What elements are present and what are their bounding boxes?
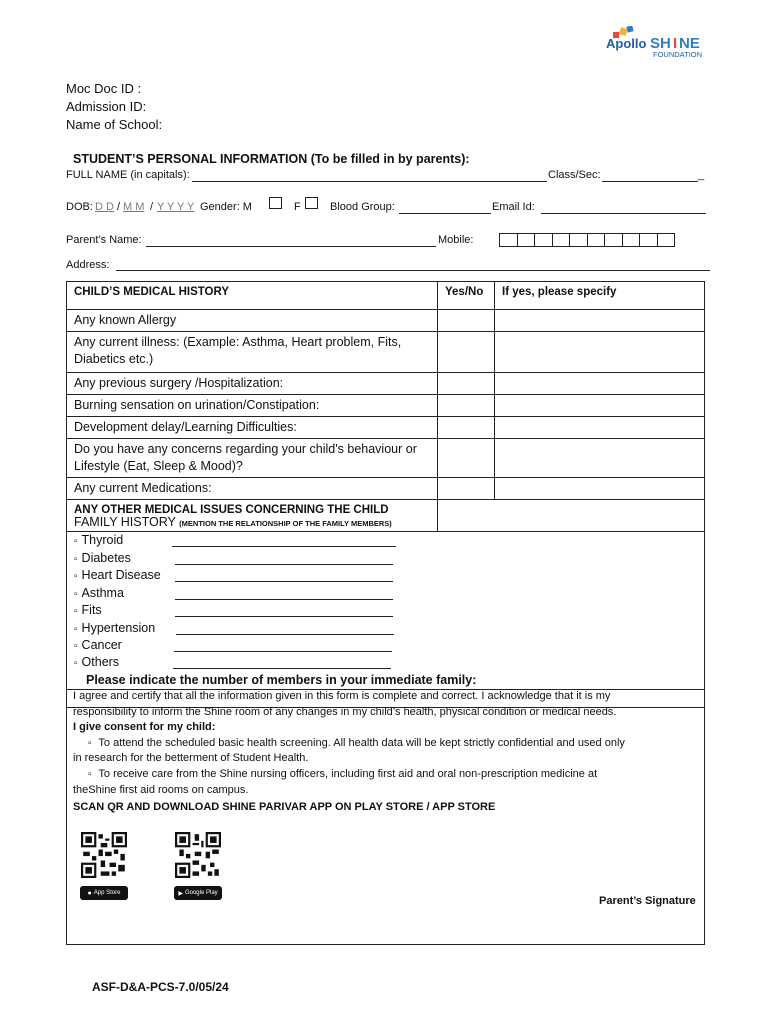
others-line[interactable] — [173, 668, 391, 669]
gender-f-label: F — [294, 201, 301, 213]
play-icon: ▶ — [178, 890, 183, 897]
class-sec-tail: _ — [698, 169, 705, 181]
google-play-badge[interactable]: ▶ Google Play — [174, 886, 222, 900]
mobile-digit-boxes[interactable] — [499, 233, 675, 247]
svg-text:I: I — [673, 35, 678, 52]
admission-id-label: Admission ID: — [66, 99, 147, 114]
family-item-heart-disease[interactable]: ▫ Heart Disease — [74, 568, 161, 582]
consent-screening-cont: in research for the betterment of Student Health. — [73, 752, 309, 764]
full-name-field[interactable] — [192, 181, 547, 182]
blood-group-field[interactable] — [399, 213, 491, 214]
table-row: Development delay/Learning Difficulties: — [67, 417, 705, 439]
medical-history-table — [66, 281, 705, 945]
consent-care[interactable]: ▫ To receive care from the Shine nursing officers, including first aid and oral non-prescription medicine at — [88, 768, 598, 780]
form-code: ASF-D&A-PCS-7.0/05/24 — [92, 980, 229, 994]
consent-heading: I give consent for my child: — [73, 721, 216, 733]
agree-line-1: I agree and certify that all the information given in this form is complete and correct. I acknowledge that it is my — [73, 690, 611, 702]
thyroid-line[interactable] — [172, 546, 396, 547]
class-sec-label: Class/Sec: — [548, 169, 601, 181]
dob-month[interactable]: M M — [123, 201, 145, 213]
address-label: Address: — [66, 259, 110, 271]
full-name-label: FULL NAME (in capitals): — [66, 169, 190, 181]
family-item-cancer[interactable]: ▫ Cancer — [74, 638, 122, 652]
gender-f-checkbox[interactable] — [305, 197, 318, 209]
google-play-qr-icon[interactable] — [175, 832, 221, 878]
email-field[interactable] — [541, 213, 706, 214]
blood-group-label: Blood Group: — [330, 201, 395, 213]
table-row: Any previous surgery /Hospitalization: — [67, 373, 705, 395]
parent-name-label: Parent’s Name: — [66, 234, 142, 246]
table-row: Do you have any concerns regarding your child's behaviour or Lifestyle (Eat, Sleep & Mood)? — [67, 439, 705, 478]
col-header-yesno: Yes/No — [438, 282, 495, 310]
gender-m-checkbox[interactable] — [269, 197, 282, 209]
family-item-asthma[interactable]: ▫ Asthma — [74, 586, 124, 600]
dob-slash-2: / — [150, 201, 154, 213]
svg-text:FOUNDATION: FOUNDATION — [653, 50, 703, 59]
dob-year[interactable]: Y Y Y Y — [157, 201, 195, 213]
app-store-badge[interactable]: ● App Store — [80, 886, 128, 900]
dob-day[interactable]: D D — [95, 201, 114, 213]
table-row: ANY OTHER MEDICAL ISSUES CONCERNING THE CHILD — [67, 500, 705, 532]
family-item-hypertension[interactable]: ▫ Hypertension — [74, 621, 156, 635]
apple-icon: ● — [87, 889, 92, 897]
asthma-line[interactable] — [175, 599, 393, 600]
app-store-qr-icon[interactable] — [81, 832, 127, 878]
col-header-specify: If yes, please specify — [495, 282, 705, 310]
svg-text:NE: NE — [679, 35, 700, 52]
scan-qr-instruction: SCAN QR AND DOWNLOAD SHINE PARIVAR APP ON PLAY STORE / APP STORE — [73, 801, 496, 813]
email-label: Email Id: — [492, 201, 535, 213]
family-item-thyroid[interactable]: ▫ Thyroid — [74, 533, 124, 547]
table-row: Any current illness: (Example: Asthma, Heart problem, Fits, Diabetics etc.) — [67, 332, 705, 373]
consent-care-cont: theShine first aid rooms on campus. — [73, 784, 249, 796]
moc-doc-id-label: Moc Doc ID : — [66, 81, 142, 96]
gender-label: Gender: M — [200, 201, 252, 213]
family-item-fits[interactable]: ▫ Fits — [74, 603, 102, 617]
svg-text:SH: SH — [650, 35, 671, 52]
parent-name-field[interactable] — [146, 246, 436, 247]
consent-screening[interactable]: ▫ To attend the scheduled basic health screening. All health data will be kept strictly confidential and used only — [88, 737, 625, 749]
school-name-label: Name of School: — [66, 117, 163, 132]
class-sec-field[interactable] — [602, 181, 698, 182]
family-item-diabetes[interactable]: ▫ Diabetes — [74, 551, 131, 565]
cancer-line[interactable] — [174, 651, 392, 652]
heart-disease-line[interactable] — [175, 581, 393, 582]
apollo-shine-logo — [606, 26, 721, 66]
section-title: STUDENT’S PERSONAL INFORMATION (To be filled in by parents): — [73, 152, 470, 166]
family-history-title: FAMILY HISTORY (MENTION THE RELATIONSHIP OF THE FAMILY MEMBERS) — [74, 515, 392, 529]
mobile-label: Mobile: — [438, 234, 474, 246]
table-row: Any known Allergy — [67, 310, 705, 332]
dob-label: DOB: — [66, 201, 93, 213]
dob-slash-1: / — [117, 201, 121, 213]
family-members-prompt: Please indicate the number of members in your immediate family: — [86, 673, 477, 687]
svg-text:Apollo: Apollo — [606, 36, 647, 51]
parent-signature-label: Parent’s Signature — [599, 895, 696, 907]
fits-line[interactable] — [175, 616, 393, 617]
diabetes-line[interactable] — [175, 564, 393, 565]
col-header-history: CHILD’S MEDICAL HISTORY — [67, 282, 438, 310]
table-row: Any current Medications: — [67, 478, 705, 500]
address-field[interactable] — [116, 270, 710, 271]
hypertension-line[interactable] — [176, 634, 394, 635]
agree-line-2: responsibility to inform the Shine room of any changes in my child’s health, physical condition or medical needs. — [73, 706, 617, 718]
table-row: Burning sensation on urination/Constipation: — [67, 395, 705, 417]
family-item-others[interactable]: ▫ Others — [74, 655, 120, 669]
